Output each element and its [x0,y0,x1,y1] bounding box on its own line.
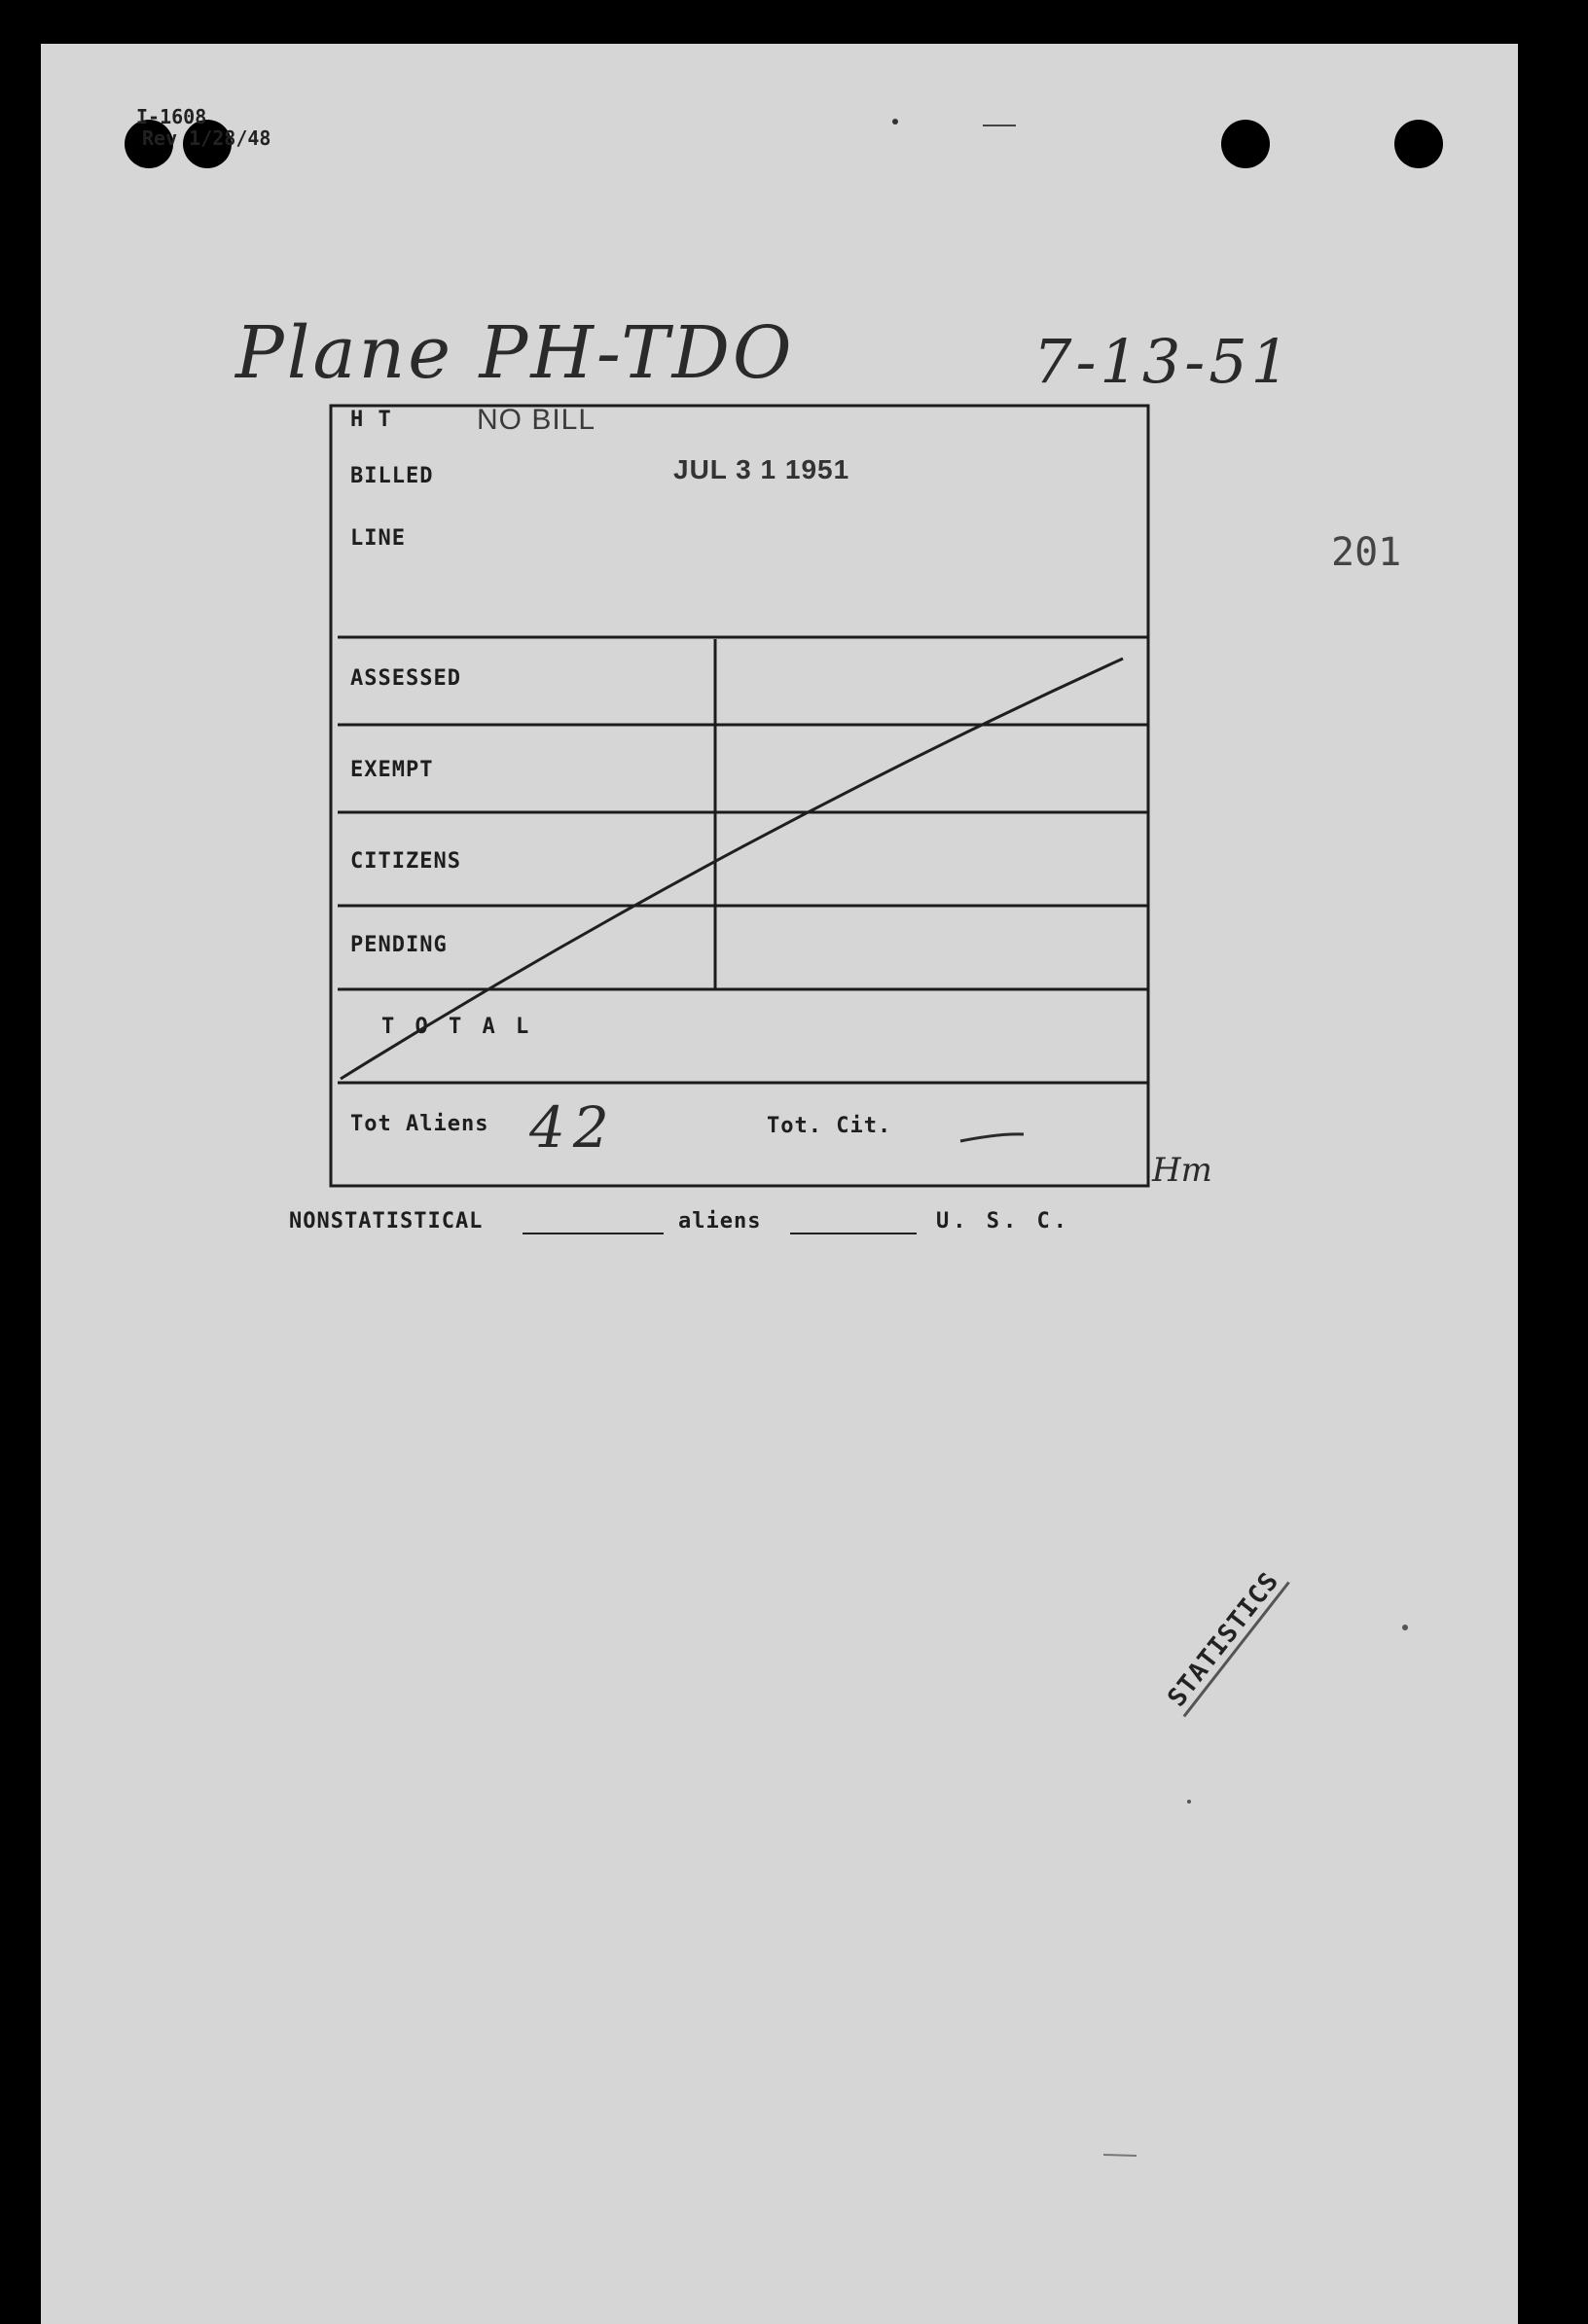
page-number: 201 [1331,530,1402,575]
aliens-label: aliens [678,1209,762,1234]
usc-label: U. S. C. [936,1209,1070,1234]
row-assessed-label: ASSESSED [350,666,461,691]
tot-cit-label: Tot. Cit. [767,1114,892,1138]
tot-cit-value [963,1112,964,1113]
billed-date-stamp: JUL 3 1 1951 [673,454,850,484]
row-pending-label: PENDING [350,933,448,957]
total-label: T O T A L [381,1015,533,1039]
initials: Hm [1152,1151,1212,1190]
form-number-text: I-1608 [136,105,207,128]
line-label: LINE [350,526,406,551]
form-grid [41,44,1518,2324]
tot-aliens-label: Tot Aliens [350,1112,489,1136]
ht-value-stamp: NO BILL [477,404,596,436]
handwritten-date: 7-13-51 [1033,326,1294,397]
plane-identifier: Plane PH-TDO [235,311,795,395]
ht-label: H T [350,408,392,432]
document-page [41,44,1518,2324]
tot-aliens-value: 42 [529,1094,617,1161]
row-exempt-label: EXEMPT [350,758,434,782]
row-citizens-label: CITIZENS [350,849,461,874]
statistics-stamp-text: STATISTICS [1160,1563,1289,1717]
nonstatistical-label: NONSTATISTICAL [289,1209,484,1234]
form-revision-text: Rev 1/28/48 [142,126,271,150]
billed-label: BILLED [350,464,434,488]
